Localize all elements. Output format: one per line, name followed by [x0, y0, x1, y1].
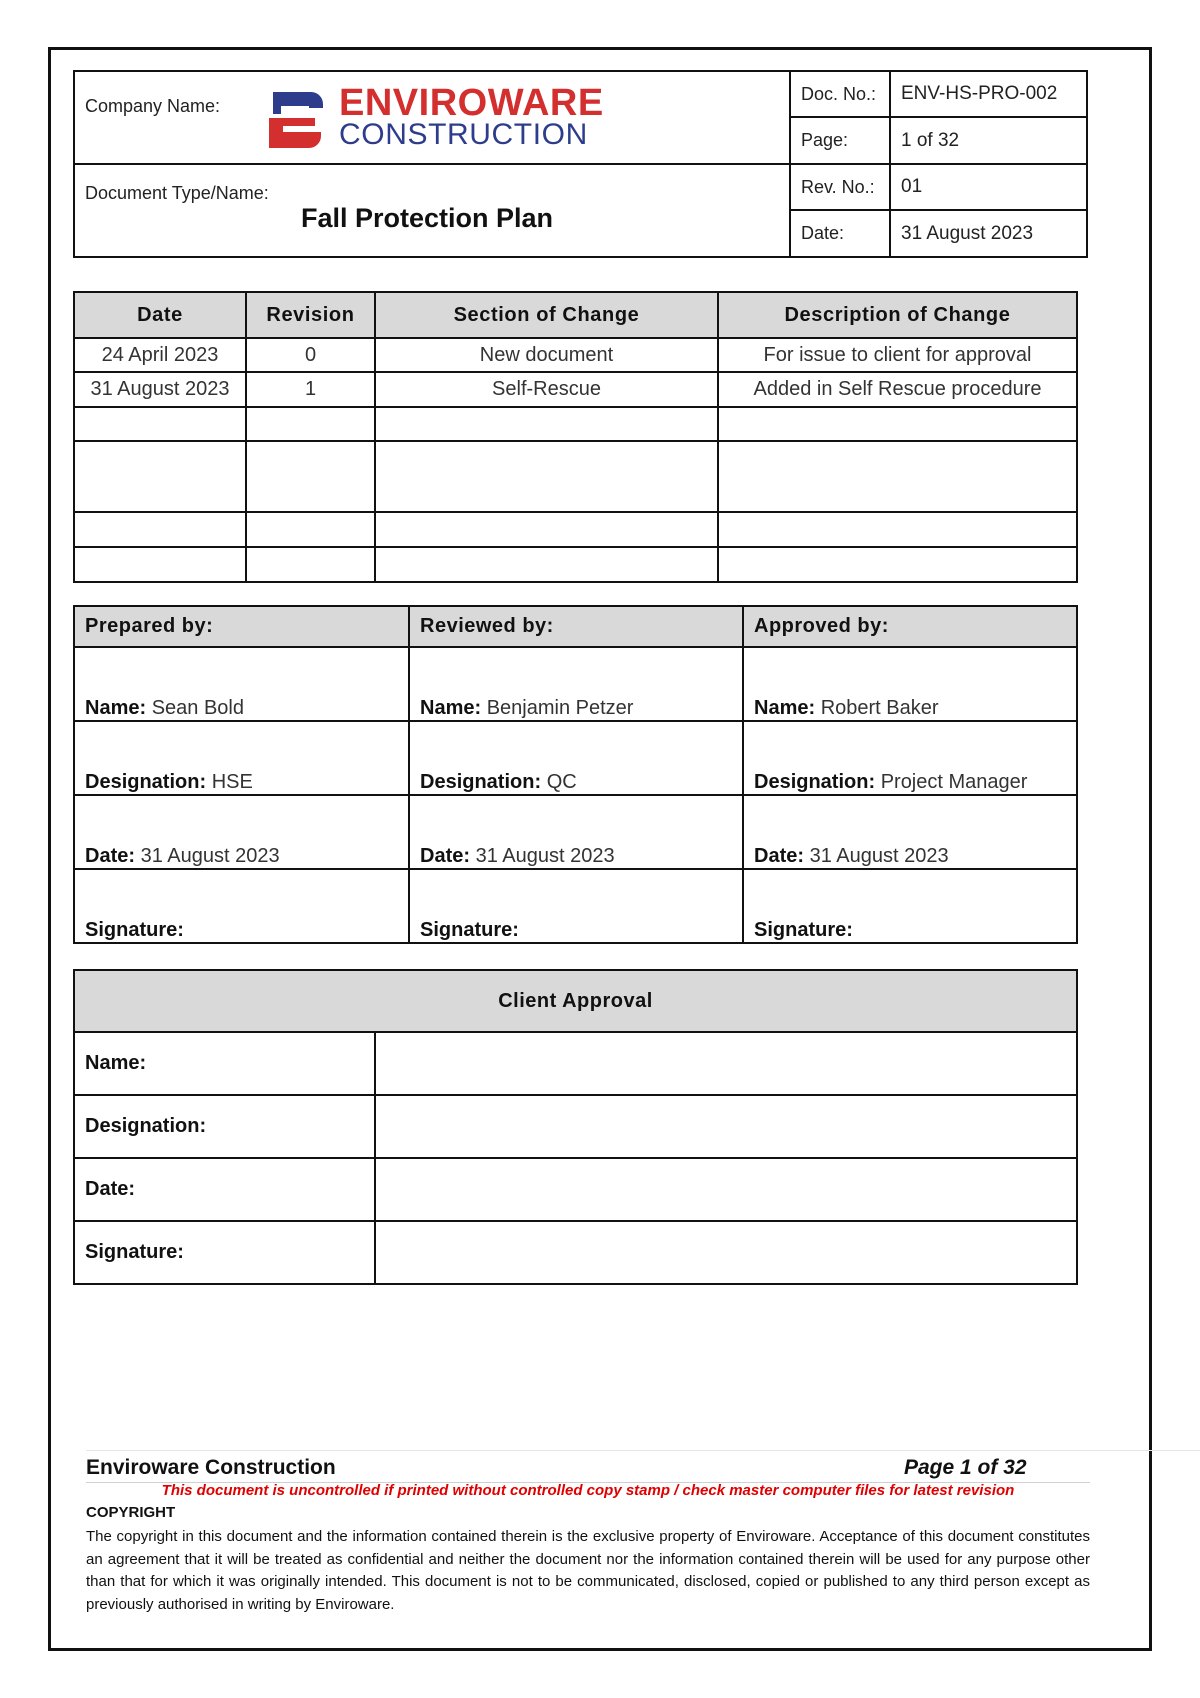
page-value: 1 of 32 [890, 117, 1087, 164]
client-name-field [375, 1032, 1077, 1095]
column-header: Section of Change [375, 292, 718, 338]
prepared-name: Name: Sean Bold [74, 647, 409, 721]
footer-page-number: Page 1 of 32 [904, 1456, 1027, 1479]
prepared-designation: Designation: HSE [74, 721, 409, 795]
copyright-text: The copyright in this document and the information contained therein is the exclusive property of Enviroware. Acceptance of this document constitutes an agreement that it will be treated as confidential and neither the document nor the information contained therein will be used for any purpose other than that for which it was originally intended. This document is not to be communicated, disclosed, copied or published to any third person except as previously authorised in writing by Enviroware. [86, 1528, 1090, 1613]
document-header [73, 70, 1088, 258]
date-row [74, 795, 1077, 869]
client-approval-table [73, 969, 1078, 1285]
column-header: Revision [246, 292, 375, 338]
company-cell [74, 71, 790, 164]
reviewed-designation: Designation: QC [409, 721, 743, 795]
client-signature-field [375, 1221, 1077, 1284]
table-cell: New document [375, 338, 718, 372]
table-cell: Added in Self Rescue procedure [718, 372, 1077, 407]
designation-row [74, 721, 1077, 795]
table-row [74, 372, 1077, 407]
approved-date: Date: 31 August 2023 [743, 795, 1077, 869]
table-row [74, 1095, 1077, 1158]
date-value: 31 August 2023 [890, 210, 1087, 257]
approved-name: Name: Robert Baker [743, 647, 1077, 721]
table-row [74, 1158, 1077, 1221]
brand-name-line1: ENVIROWARE [339, 82, 604, 124]
logo-mark-icon [263, 88, 325, 150]
document-title: Fall Protection Plan [301, 203, 554, 233]
revision-history-table [73, 291, 1078, 583]
table-row [74, 1221, 1077, 1284]
doc-no-value: ENV-HS-PRO-002 [890, 71, 1087, 117]
approved-signature: Signature: [743, 869, 1077, 943]
reviewed-name: Name: Benjamin Petzer [409, 647, 743, 721]
uncontrolled-warning: This document is uncontrolled if printed without controlled copy stamp / check master computer files for latest revision [161, 1482, 1015, 1499]
page-label: Page: [790, 117, 890, 164]
table-cell: 0 [246, 338, 375, 372]
column-header: Description of Change [718, 292, 1077, 338]
table-row-empty [74, 407, 1077, 441]
signoff-table [73, 605, 1078, 944]
doctype-cell [74, 164, 790, 257]
copyright-title: COPYRIGHT [86, 1504, 176, 1521]
table-cell: 24 April 2023 [74, 338, 246, 372]
approved-by-header: Approved by: [743, 606, 1077, 647]
table-header-row [74, 606, 1077, 647]
table-row-empty [74, 441, 1077, 512]
prepared-signature: Signature: [74, 869, 409, 943]
rev-no-label: Rev. No.: [790, 164, 890, 210]
client-approval-title: Client Approval [74, 970, 1077, 1032]
reviewed-date: Date: 31 August 2023 [409, 795, 743, 869]
table-row [74, 1032, 1077, 1095]
table-cell: 31 August 2023 [74, 372, 246, 407]
footer-company: Enviroware Construction [86, 1456, 336, 1479]
table-row [74, 338, 1077, 372]
company-label: Company Name: [85, 96, 221, 116]
client-designation-field [375, 1095, 1077, 1158]
prepared-date: Date: 31 August 2023 [74, 795, 409, 869]
doctype-label: Document Type/Name: [85, 183, 269, 203]
table-row-empty [74, 547, 1077, 582]
client-designation-label: Designation: [74, 1095, 375, 1158]
client-date-label: Date: [74, 1158, 375, 1221]
date-label: Date: [790, 210, 890, 257]
doc-no-label: Doc. No.: [790, 71, 890, 117]
footer-divider [86, 1450, 1200, 1451]
company-logo [263, 82, 633, 154]
table-cell: Self-Rescue [375, 372, 718, 407]
table-cell: For issue to client for approval [718, 338, 1077, 372]
approved-designation: Designation: Project Manager [743, 721, 1077, 795]
table-header-row [74, 292, 1077, 338]
rev-no-value: 01 [890, 164, 1087, 210]
table-cell: 1 [246, 372, 375, 407]
client-signature-label: Signature: [74, 1221, 375, 1284]
reviewed-by-header: Reviewed by: [409, 606, 743, 647]
brand-name-line2: CONSTRUCTION [339, 118, 588, 151]
client-date-field [375, 1158, 1077, 1221]
table-row-empty [74, 512, 1077, 547]
signature-row [74, 869, 1077, 943]
prepared-by-header: Prepared by: [74, 606, 409, 647]
column-header: Date [74, 292, 246, 338]
client-name-label: Name: [74, 1032, 375, 1095]
name-row [74, 647, 1077, 721]
reviewed-signature: Signature: [409, 869, 743, 943]
